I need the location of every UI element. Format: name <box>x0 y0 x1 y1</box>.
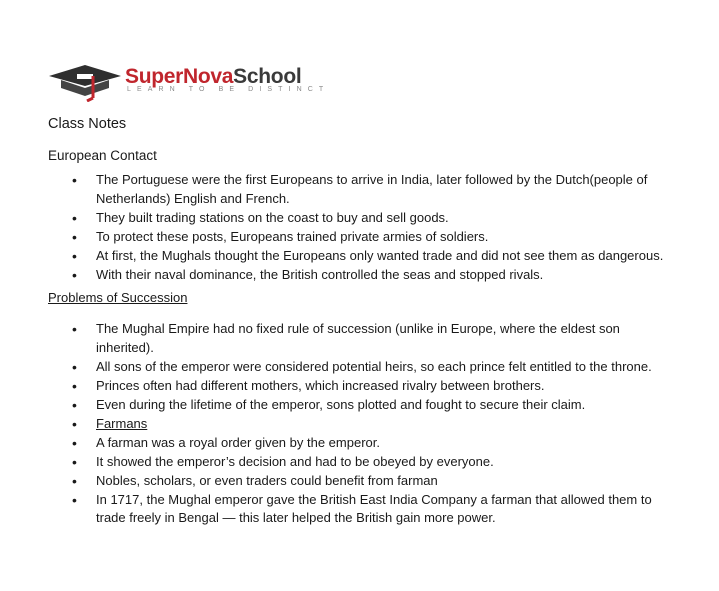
brand-tagline: LEARN TO BE DISTINCT <box>127 86 330 93</box>
document-body <box>48 114 668 528</box>
page-title: Class Notes <box>48 116 127 132</box>
list-item: • All sons of the emperor were considered potential heirs, so each prince felt entitled to the throne. <box>48 358 668 377</box>
list-item: • In 1717, the Mughal emperor gave the British East India Company a farman that allowed them to trade freely in Bengal — this later helped the British gain more power. <box>48 491 668 528</box>
list-item: • It showed the emperor’s decision and had to be obeyed by everyone. <box>48 453 668 472</box>
list-item: • The Mughal Empire had no fixed rule of succession (unlike in Europe, where the eldest son inherited). <box>48 320 668 357</box>
list-item: • Princes often had different mothers, which increased rivalry between brothers. <box>48 377 668 396</box>
list-item: • A farman was a royal order given by the emperor. <box>48 434 668 453</box>
farmans-label: Farmans <box>96 415 148 431</box>
european-contact-list <box>48 171 668 284</box>
section-heading-succession: Problems of Succession <box>48 290 188 305</box>
list-item: • With their naval dominance, the British controlled the seas and stopped rivals. <box>48 266 668 285</box>
graduation-cap-icon <box>47 62 123 102</box>
list-item: • Nobles, scholars, or even traders could benefit from farman <box>48 472 668 491</box>
brand-name: SuperNovaSchool <box>125 65 302 88</box>
list-item-farmans-heading <box>48 415 668 434</box>
section-heading-european-contact: European Contact <box>48 148 157 163</box>
succession-list <box>48 320 668 528</box>
list-item: • To protect these posts, Europeans trained private armies of soldiers. <box>48 228 668 247</box>
list-item: • Even during the lifetime of the emperor, sons plotted and fought to secure their claim. <box>48 396 668 415</box>
school-logo <box>47 62 337 102</box>
list-item: • At first, the Mughals thought the Europeans only wanted trade and did not see them as dangerous. <box>48 247 668 266</box>
list-item: • They built trading stations on the coast to buy and sell goods. <box>48 209 668 228</box>
list-item: • The Portuguese were the first Europeans to arrive in India, later followed by the Dutch(people of Netherlands) English and French. <box>48 171 668 208</box>
